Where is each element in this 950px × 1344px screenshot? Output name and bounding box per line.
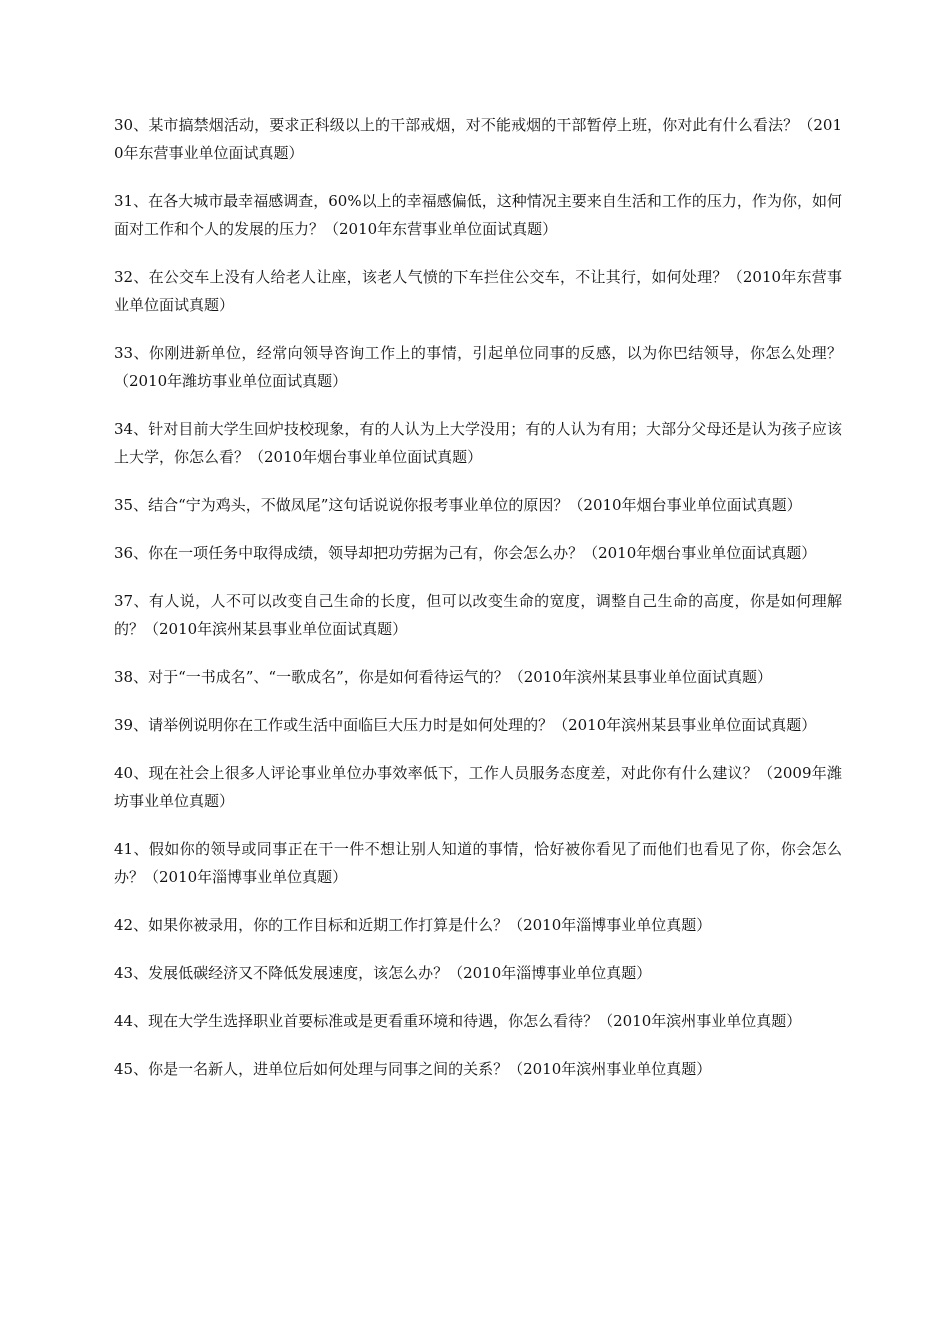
question-36: 36、你在一项任务中取得成绩，领导却把功劳据为己有，你会怎么办？（2010年烟台事业单位面试真题） xyxy=(114,544,817,562)
question-34: 34、针对目前大学生回炉技校现象，有的人认为上大学没用；有的人认为有用；大部分父母还是认为孩子应该上大学，你怎么看？（2010年烟台事业单位面试真题） xyxy=(114,420,842,466)
question-33: 33、你刚进新单位，经常向领导咨询工作上的事情，引起单位同事的反感，以为你巴结领导，你怎么处理？（2010年潍坊事业单位面试真题） xyxy=(114,344,842,390)
question-39: 39、请举例说明你在工作或生活中面临巨大压力时是如何处理的？（2010年滨州某县事业单位面试真题） xyxy=(114,716,817,734)
question-32: 32、在公交车上没有人给老人让座，该老人气愤的下车拦住公交车，不让其行，如何处理？（2010年东营事业单位面试真题） xyxy=(114,268,842,314)
question-35: 35、结合“宁为鸡头，不做凤尾”这句话说说你报考事业单位的原因？（2010年烟台事业单位面试真题） xyxy=(114,496,802,514)
question-37: 37、有人说，人不可以改变自己生命的长度，但可以改变生命的宽度，调整自己生命的高度，你是如何理解的？（2010年滨州某县事业单位面试真题） xyxy=(114,592,842,638)
question-42: 42、如果你被录用，你的工作目标和近期工作打算是什么？（2010年淄博事业单位真题） xyxy=(114,916,712,934)
question-31: 31、在各大城市最幸福感调查，60%以上的幸福感偏低，这种情况主要来自生活和工作的压力，作为你，如何面对工作和个人的发展的压力？（2010年东营事业单位面试真题） xyxy=(114,192,842,238)
question-43: 43、发展低碳经济又不降低发展速度，该怎么办？（2010年淄博事业单位真题） xyxy=(114,964,652,982)
question-list xyxy=(114,111,842,1103)
question-41: 41、假如你的领导或同事正在干一件不想让别人知道的事情，恰好被你看见了而他们也看见了你，你会怎么办？（2010年淄博事业单位真题） xyxy=(114,840,842,886)
question-45: 45、你是一名新人，进单位后如何处理与同事之间的关系？（2010年滨州事业单位真题） xyxy=(114,1060,712,1078)
question-44: 44、现在大学生选择职业首要标准或是更看重环境和待遇，你怎么看待？（2010年滨州事业单位真题） xyxy=(114,1012,802,1030)
question-30: 30、某市搞禁烟活动，要求正科级以上的干部戒烟，对不能戒烟的干部暂停上班，你对此有什么看法？（2010年东营事业单位面试真题） xyxy=(114,116,842,162)
question-40: 40、现在社会上很多人评论事业单位办事效率低下，工作人员服务态度差，对此你有什么建议？（2009年潍坊事业单位真题） xyxy=(114,764,842,810)
question-38: 38、对于“一书成名”、“一歌成名”，你是如何看待运气的？（2010年滨州某县事业单位面试真题） xyxy=(114,668,772,686)
